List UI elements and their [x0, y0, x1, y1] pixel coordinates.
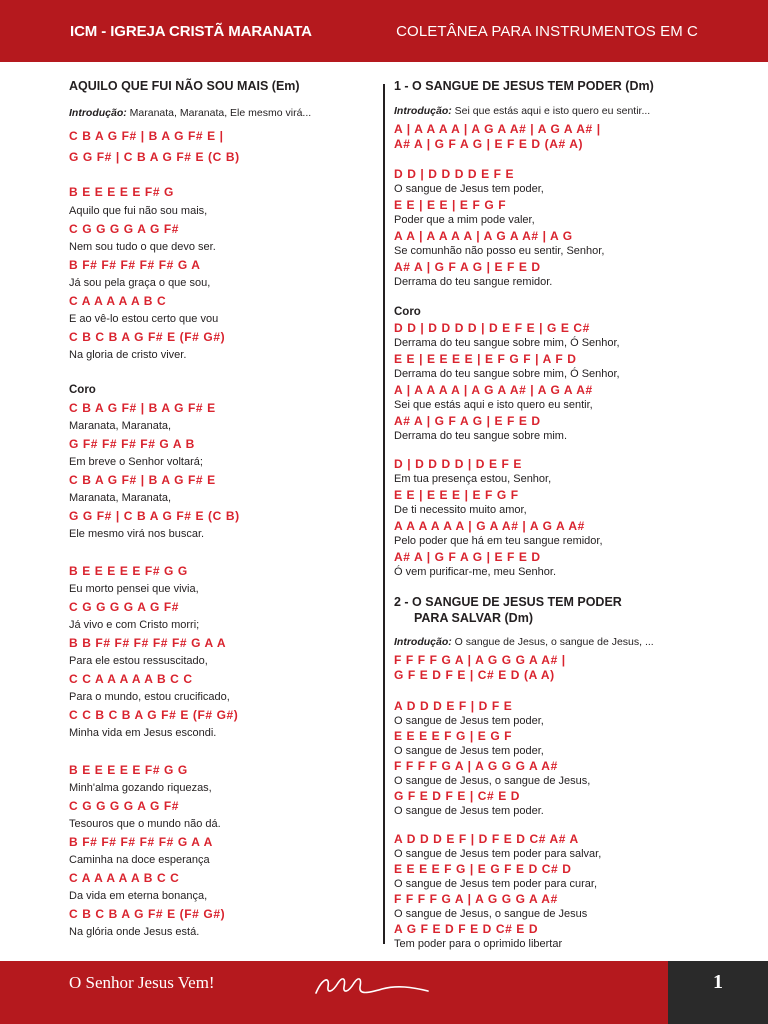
chord-line: D | D D D D | D E F E [394, 457, 522, 471]
chord-line: F F F F G A | A G G G A A# [394, 759, 558, 773]
chord-line: A A A A A A | G A A# | A G A A# [394, 519, 585, 533]
page-number: 1 [713, 971, 723, 993]
chord-line: C B C B A G F# E (F# G#) [69, 330, 226, 344]
right-column [394, 78, 714, 951]
lyric-line: Tesouros que o mundo não dá. [69, 818, 221, 830]
lyric-line: O sangue de Jesus tem poder para salvar, [394, 848, 602, 860]
chord-line: A D D D E F | D F E D C# A# A [394, 832, 579, 846]
chorus [69, 401, 369, 541]
chord-line: G F E D F E | C# E D (A A) [394, 668, 555, 682]
chord-line: B E E E E E F# G G [69, 564, 188, 578]
lyric-line: E ao vê-lo estou certo que vou [69, 313, 219, 325]
lyric-line: Caminha na doce esperança [69, 854, 210, 866]
chorus-label: Coro [69, 384, 96, 396]
intro-label: Introdução: [394, 105, 452, 117]
intro-text: Maranata, Maranata, Ele mesmo virá... [126, 107, 312, 119]
intro-text: O sangue de Jesus, o sangue de Jesus, ... [451, 636, 654, 648]
intro-label: Introdução: [69, 107, 127, 119]
chord-line: C B C B A G F# E (F# G#) [69, 907, 226, 921]
left-column [69, 78, 369, 939]
chord-line: A# A | G F A G | E F E D (A# A) [394, 137, 584, 151]
lyric-line: Derrama do teu sangue sobre mim. [394, 430, 568, 442]
page-header [0, 0, 768, 62]
chord-line: B F# F# F# F# F# G A A [69, 835, 213, 849]
lyric-line: Já sou pela graça o que sou, [69, 277, 211, 289]
chord-line: C G G G G A G F# [69, 600, 180, 614]
lyric-line: Na gloria de cristo viver. [69, 349, 187, 361]
lyric-line: Eu morto pensei que vivia, [69, 583, 199, 595]
chord-line: E E | E E E E | E F G F | A F D [394, 352, 577, 366]
chord-line: C B A G F# | B A G F# E [69, 401, 216, 415]
chord-line: A | A A A A | A G A A# | A G A A# [394, 383, 593, 397]
chord-line: C A A A A A B C C [69, 871, 180, 885]
chord-line: B E E E E E F# G G [69, 763, 188, 777]
lyric-line: O sangue de Jesus tem poder. [394, 805, 544, 817]
lyric-line: De ti necessito muito amor, [394, 504, 527, 516]
chord-line: D D | D D D D | D E F E | G E C# [394, 321, 590, 335]
chord-line: C G G G G A G F# [69, 222, 180, 236]
page-footer [0, 961, 768, 1024]
verse-2 [394, 832, 714, 951]
lyric-line: Ó vem purificar-me, meu Senhor. [394, 566, 557, 578]
chord-line: A | A A A A | A G A A# | A G A A# | [394, 122, 601, 136]
chord-line: C B A G F# | B A G F# E | [69, 129, 224, 143]
chord-line: B B F# F# F# F# F# G A A [69, 636, 227, 650]
chord-line: E E E E F G | E G F [394, 729, 513, 743]
intro-line [394, 104, 714, 118]
chord-line: C G G G G A G F# [69, 799, 180, 813]
chord-line: D D | D D D D E F E [394, 167, 515, 181]
lyric-line: Derrama do teu sangue sobre mim, Ó Senhor, [394, 337, 620, 349]
lyric-line: Minha vida em Jesus escondi. [69, 727, 217, 739]
verse-1 [69, 185, 369, 362]
chord-line: B F# F# F# F# F# G A [69, 258, 201, 272]
lyric-line: Da vida em eterna bonança, [69, 890, 208, 902]
chord-line: F F F F G A | A G G G A A# [394, 892, 558, 906]
chord-line: C A A A A A B C [69, 294, 167, 308]
lyric-line: Pelo poder que há em teu sangue remidor, [394, 535, 603, 547]
chord-line: C B A G F# | B A G F# E [69, 473, 216, 487]
column-divider [383, 84, 385, 944]
lyric-line: Poder que a mim pode valer, [394, 214, 535, 226]
intro-text: Sei que estás aqui e isto quero eu sentir... [451, 105, 651, 117]
intro-line [394, 635, 714, 649]
lyric-line: Sei que estás aqui e isto quero eu sentir, [394, 399, 593, 411]
verse-1 [394, 699, 714, 818]
collection-title: COLETÂNEA PARA INSTRUMENTOS EM C [396, 22, 698, 40]
lyric-line: Em breve o Senhor voltará; [69, 456, 203, 468]
lyric-line: O sangue de Jesus, o sangue de Jesus, [394, 775, 591, 787]
lyric-line: O sangue de Jesus, o sangue de Jesus [394, 908, 588, 920]
song-title: 1 - O SANGUE DE JESUS TEM PODER (Dm) [394, 79, 654, 93]
chord-line: G G F# | C B A G F# E (C B) [69, 150, 240, 164]
chorus-label: Coro [394, 306, 421, 318]
lyric-line: O sangue de Jesus tem poder, [394, 715, 544, 727]
chord-line: A A | A A A A | A G A A# | A G [394, 229, 573, 243]
lyric-line: Para ele estou ressuscitado, [69, 655, 208, 667]
verse-2 [69, 564, 369, 740]
lyric-line: Ele mesmo virá nos buscar. [69, 528, 205, 540]
lyric-line: Se comunhão não posso eu sentir, Senhor, [394, 245, 605, 257]
lyric-line: Em tua presença estou, Senhor, [394, 473, 552, 485]
lyric-line: Nem sou tudo o que devo ser. [69, 241, 216, 253]
song-title-line1: 2 - O SANGUE DE JESUS TEM PODER [394, 595, 622, 609]
chord-line: B E E E E E F# G [69, 185, 174, 199]
lyric-line: Derrama do teu sangue remidor. [394, 276, 553, 288]
chord-line: E E E E F G | E G F E D C# D [394, 862, 572, 876]
chord-line: G G F# | C B A G F# E (C B) [69, 509, 240, 523]
lyric-line: O sangue de Jesus tem poder para curar, [394, 878, 598, 890]
lyric-line: Na glória onde Jesus está. [69, 926, 200, 938]
chord-line: E E | E E E | E F G F [394, 488, 519, 502]
chord-line: A# A | G F A G | E F E D [394, 260, 541, 274]
chorus [394, 321, 714, 443]
church-name: ICM - IGREJA CRISTÃ MARANATA [70, 22, 312, 40]
lyric-line: Maranata, Maranata, [69, 420, 172, 432]
chord-line: G F# F# F# F# G A B [69, 437, 195, 451]
lyric-line: Tem poder para o oprimido libertar [394, 938, 563, 950]
lyric-line: O sangue de Jesus tem poder, [394, 183, 544, 195]
chord-line: C C B C B A G F# E (F# G#) [69, 708, 239, 722]
icm-logo-icon [312, 969, 432, 999]
intro-line [69, 106, 369, 120]
lyric-line: Maranata, Maranata, [69, 492, 172, 504]
verse-2 [394, 457, 714, 579]
intro-label: Introdução: [394, 636, 452, 648]
chord-line: E E | E E | E F G F [394, 198, 507, 212]
lyric-line: Derrama do teu sangue sobre mim, Ó Senhor, [394, 368, 620, 380]
chord-line: A D D D E F | D F E [394, 699, 513, 713]
lyric-line: Minh'alma gozando riquezas, [69, 782, 212, 794]
chord-line: A# A | G F A G | E F E D [394, 414, 541, 428]
lyric-line: Para o mundo, estou crucificado, [69, 691, 230, 703]
chord-line: A# A | G F A G | E F E D [394, 550, 541, 564]
song-title-line2: PARA SALVAR (Dm) [414, 611, 533, 625]
footer-tagline: O Senhor Jesus Vem! [69, 973, 215, 992]
chord-line: A G F E D F E D C# E D [394, 922, 539, 936]
chord-line: F F F F G A | A G G G A A# | [394, 653, 566, 667]
lyric-line: Já vivo e com Cristo morri; [69, 619, 200, 631]
chord-line: G F E D F E | C# E D [394, 789, 521, 803]
chord-line: C C A A A A A B C C [69, 672, 193, 686]
page-number-block [668, 961, 768, 1024]
verse-3 [69, 763, 369, 939]
song-title: AQUILO QUE FUI NÃO SOU MAIS (Em) [69, 79, 300, 93]
song-title [394, 594, 714, 626]
lyric-line: O sangue de Jesus tem poder, [394, 745, 544, 757]
verse-1 [394, 167, 714, 289]
lyric-line: Aquilo que fui não sou mais, [69, 205, 208, 217]
